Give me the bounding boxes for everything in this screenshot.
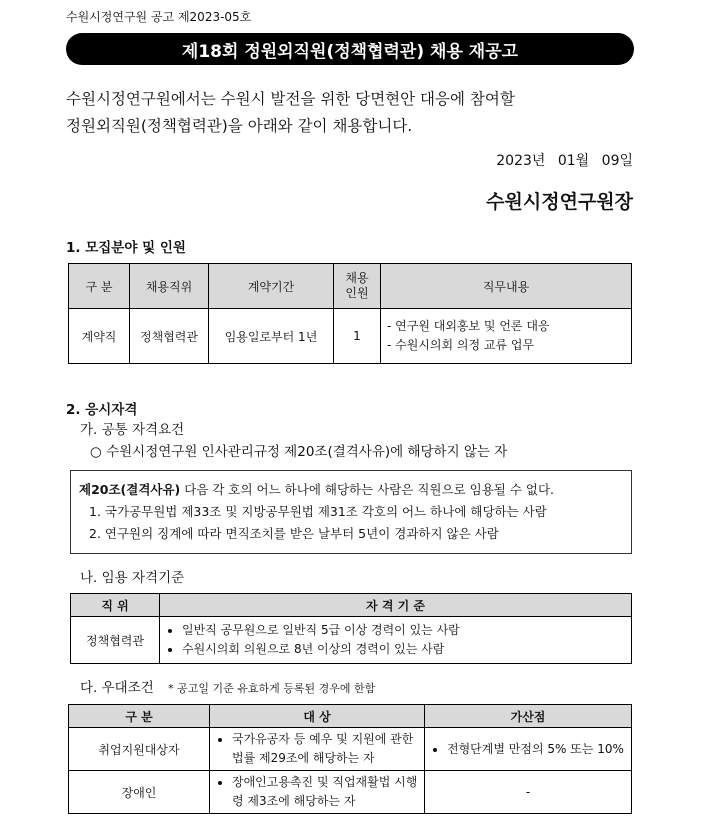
section-1-title: 1. 모집분야 및 인원: [66, 240, 186, 256]
cell-count: 1: [334, 309, 381, 364]
cell-category: 취업지원대상자: [69, 728, 210, 771]
cell-criteria: [160, 617, 632, 664]
col-category: 구 분: [69, 264, 130, 309]
regulation-head: [71, 471, 631, 501]
col-period: 계약기간: [209, 264, 334, 309]
duty-item: - 연구원 대외홍보 및 언론 대응: [387, 319, 550, 333]
cell-category: 장애인: [69, 771, 210, 814]
table-row: [69, 771, 632, 814]
common-requirement: ○ 수원시정연구원 인사관리규정 제20조(결격사유)에 해당하지 않는 자: [90, 444, 508, 460]
subsection-a-title: 가. 공통 자격요건: [80, 422, 185, 438]
recruitment-table: [68, 263, 632, 364]
cell-target: [210, 728, 425, 771]
cell-position: 정책협력관: [71, 617, 160, 664]
points-item: • 전형단계별 만점의 5% 또는 10%: [447, 740, 625, 759]
cell-target: [210, 771, 425, 814]
table-row: [71, 617, 632, 664]
intro-line-2: 정원외직원(정책협력관)을 아래와 같이 채용합니다.: [66, 117, 413, 135]
col-duties: 직무내용: [381, 264, 632, 309]
table-row: [69, 309, 632, 364]
col-position: 직 위: [71, 594, 160, 617]
criteria-item: • 일반직 공무원으로 일반직 5급 이상 경력이 있는 사람: [182, 621, 625, 640]
cell-position: 정책협력관: [130, 309, 209, 364]
regulation-article: 제20조(결격사유): [79, 482, 181, 497]
qualification-table: [70, 593, 632, 664]
regulation-box: [70, 470, 632, 554]
subsection-b-title: 나. 임용 자격기준: [80, 570, 185, 586]
table-row: [69, 728, 632, 771]
section-2-title: 2. 응시자격: [66, 402, 138, 418]
col-position: 채용직위: [130, 264, 209, 309]
intro-text: [66, 86, 646, 140]
col-criteria: 자 격 기 준: [160, 594, 632, 617]
criteria-item: • 수원시의회 의원으로 8년 이상의 경력이 있는 사람: [182, 640, 625, 659]
preference-title: 다. 우대조건: [80, 680, 154, 696]
subsection-c-title: [80, 676, 375, 696]
intro-line-1: 수원시정연구원에서는 수원시 발전을 위한 당면현안 대응에 참여할: [66, 90, 515, 108]
col-target: 대 상: [210, 705, 425, 728]
notice-date: 2023년 01월 09일: [496, 153, 633, 169]
page-title: 제18회 정원외직원(정책협력관) 채용 재공고: [66, 33, 634, 65]
cell-points: [425, 728, 632, 771]
duty-item: - 수원시의회 의정 교류 업무: [387, 338, 535, 352]
col-count: 채용 인원: [334, 264, 381, 309]
preference-table: [68, 704, 632, 814]
col-category: 구 분: [69, 705, 210, 728]
regulation-head-text: 다음 각 호의 어느 하나에 해당하는 사람은 직원으로 임용될 수 없다.: [180, 482, 554, 497]
cell-category: 계약직: [69, 309, 130, 364]
cell-period: 임용일로부터 1년: [209, 309, 334, 364]
regulation-item-1: 1. 국가공무원법 제33조 및 지방공무원법 제31조 각호의 어느 하나에 해당하는 사람: [89, 504, 547, 519]
target-item: • 장애인고용촉진 및 직업재활법 시행령 제3조에 해당하는 자: [232, 773, 418, 811]
cell-points: -: [425, 771, 632, 814]
target-item: • 국가유공자 등 예우 및 지원에 관한 법률 제29조에 해당하는 자: [232, 730, 418, 768]
preference-note: * 공고일 기준 유효하게 등록된 경우에 한함: [168, 682, 376, 695]
col-points: 가산점: [425, 705, 632, 728]
cell-duties: [381, 309, 632, 364]
notice-number: 수원시정연구원 공고 제2023-05호: [66, 10, 252, 24]
issuer-name: 수원시정연구원장: [486, 191, 633, 213]
regulation-item-2: 2. 연구원의 징계에 따라 면직조치를 받은 날부터 5년이 경과하지 않은 사람: [89, 526, 499, 541]
